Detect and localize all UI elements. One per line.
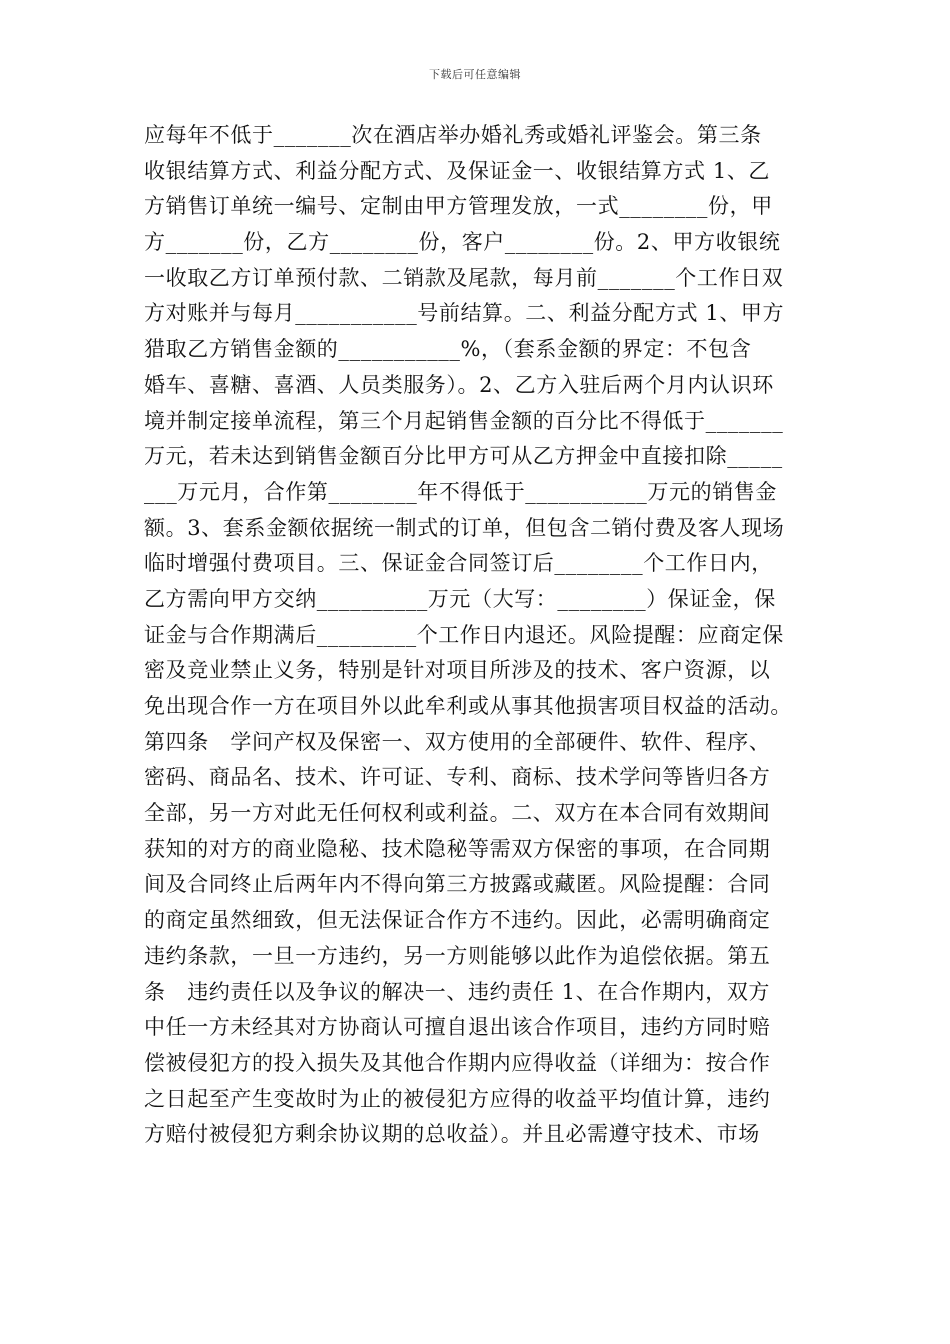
text-line: 全部，另一方对此无任何权利或利益。二、双方在本合同有效期间 <box>144 801 771 826</box>
text-line: 间及合同终止后两年内不得向第三方披露或藏匿。风险提醒：合同 <box>144 872 771 897</box>
text-line: 临时增强付费项目。三、保证金合同签订后________个工作日内， <box>144 551 773 576</box>
text-line: 条 违约责任以及争议的解决一、违约责任 1、在合作期内，双方 <box>144 979 771 1004</box>
text-line: 的商定虽然细致，但无法保证合作方不违约。因此，必需明确商定 <box>144 908 771 933</box>
text-line: 第四条 学问产权及保密一、双方使用的全部硬件、软件、程序、 <box>144 729 771 754</box>
text-line: 一收取乙方订单预付款、二销款及尾款，每月前_______个工作日双 <box>144 265 784 290</box>
text-line: 方_______份，乙方________份，客户________份。2、甲方收银统 <box>144 230 781 255</box>
text-line: 乙方需向甲方交纳__________万元（大写：________）保证金，保 <box>144 586 776 611</box>
page-header: 下载后可任意编辑 <box>429 68 521 81</box>
text-line: 中任一方未经其对方协商认可擅自退出该合作项目，违约方同时赔 <box>144 1015 771 1040</box>
text-line: 证金与合作期满后_________个工作日内退还。风险提醒：应商定保 <box>144 622 784 647</box>
text-line: 违约条款，一旦一方违约，另一方则能够以此作为追偿依据。第五 <box>144 943 771 968</box>
text-line: 获知的对方的商业隐秘、技术隐秘等需双方保密的事项，在合同期 <box>144 836 771 861</box>
text-line: 偿被侵犯方的投入损失及其他合作期内应得收益（详细为：按合作 <box>144 1050 771 1075</box>
text-line: 应每年不低于_______次在酒店举办婚礼秀或婚礼评鉴会。第三条 <box>144 123 762 147</box>
text-line: 境并制定接单流程，第三个月起销售金额的百分比不得低于_______ <box>144 408 784 433</box>
text-line: 方销售订单统一编号、定制由甲方管理发放，一式________份，甲 <box>144 194 773 219</box>
text-line: 额。3、套系金额依据统一制式的订单，但包含二销付费及客人现场 <box>144 515 785 540</box>
text-line: 方赔付被侵犯方剩余协议期的总收益）。并且必需遵守技术、市场 <box>144 1122 760 1147</box>
text-line: 密及竞业禁止义务，特别是针对项目所涉及的技术、客户资源，以 <box>144 658 771 683</box>
text-line: 猎取乙方销售金额的___________%，（套系金额的界定：不包含 <box>144 337 752 362</box>
text-line: ___万元月，合作第________年不得低于___________万元的销售金 <box>144 479 777 504</box>
text-line: 免出现合作一方在项目外以此牟利或从事其他损害项目权益的活动。 <box>144 694 792 718</box>
document-body <box>144 118 844 1153</box>
text-line: 方对账并与每月___________号前结算。二、利益分配方式 1、甲方 <box>144 301 785 326</box>
text-line: 婚车、喜糖、喜酒、人员类服务）。2、乙方入驻后两个月内认识环 <box>144 372 774 397</box>
text-line: 之日起至产生变故时为止的被侵犯方应得的收益平均值计算，违约 <box>144 1086 771 1111</box>
text-line: 收银结算方式、利益分配方式、及保证金一、收银结算方式 1、乙 <box>144 158 771 183</box>
text-line: 密码、商品名、技术、许可证、专利、商标、技术学问等皆归各方 <box>144 765 771 790</box>
text-line: 万元，若未达到销售金额百分比甲方可从乙方押金中直接扣除_____ <box>144 444 783 469</box>
